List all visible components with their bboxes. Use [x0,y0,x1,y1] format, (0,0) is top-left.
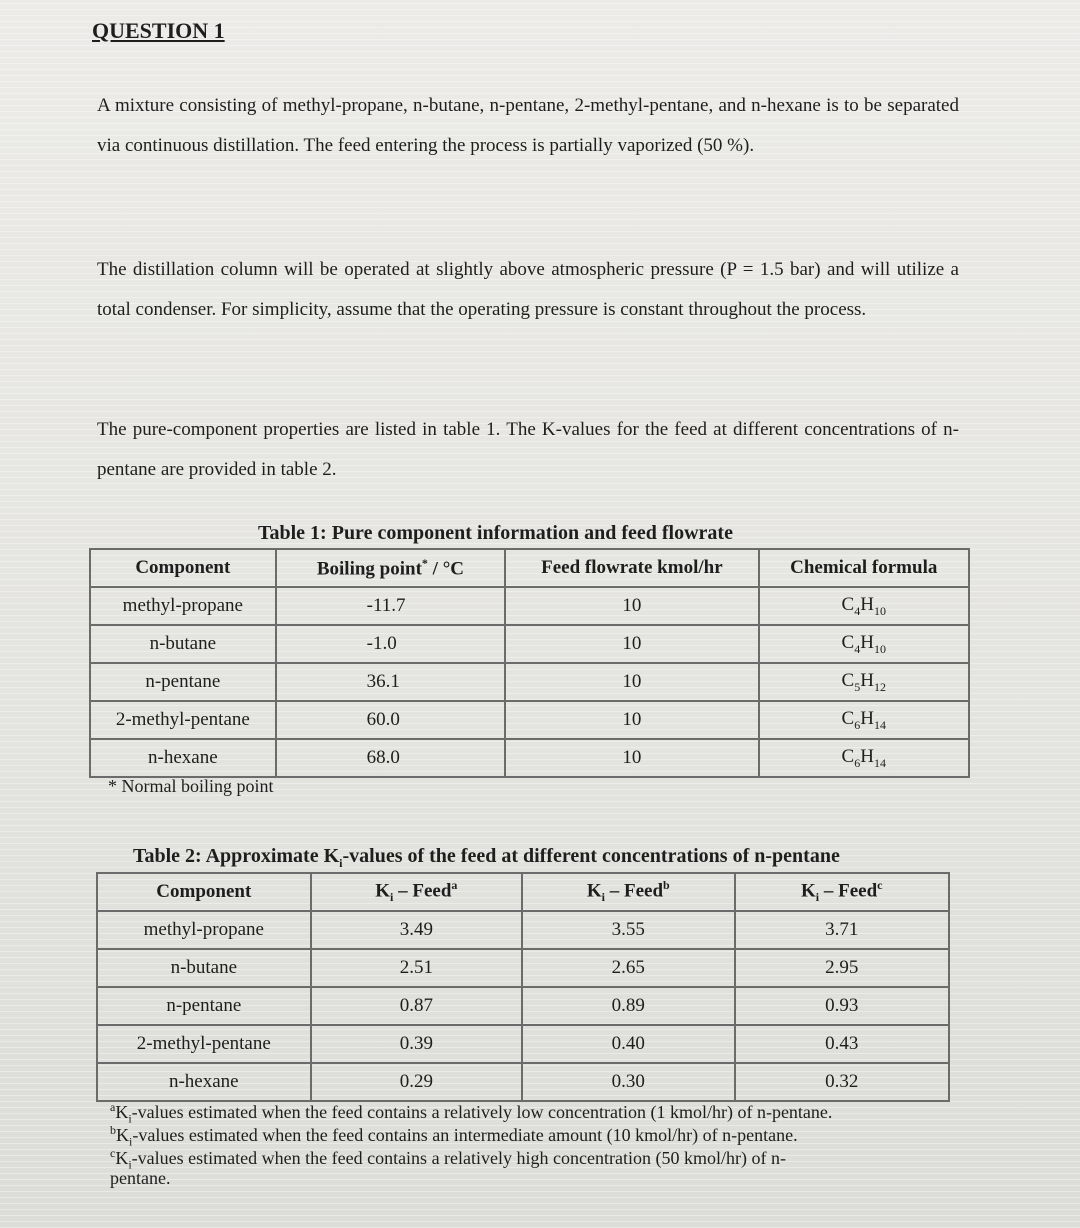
table2-cell-feed-b: 0.40 [522,1025,734,1063]
table2-cell-feed-a: 0.39 [311,1025,522,1063]
table2-cell-feed-b: 0.89 [522,987,734,1025]
table1-cell-feed: 10 [505,701,758,739]
table2-cell-feed-c: 3.71 [735,911,949,949]
table1-cell-bp: 68.0 [276,739,506,777]
table2 [96,872,950,1102]
table1-cell-formula: $C_6H_{14}$ [759,701,970,739]
table1-cell-bp: 60.0 [276,701,506,739]
table2-footnote-b: $^bK_i$-values estimated when the feed contains an intermediate amount (10 kmol/hr) of n-pentane. [110,1123,798,1149]
table2-cell-feed-b: 3.55 [522,911,734,949]
table1-cell-bp: 36.1 [276,663,506,701]
table1-cell-formula: $C_4H_{10}$ [759,625,970,663]
table1-cell-formula: $C_4H_{10}$ [759,587,970,625]
table-row [97,987,949,1025]
table-row [90,587,969,625]
table1-cell-component: n-pentane [90,663,276,701]
question-title: QUESTION 1 [92,18,225,43]
table-row [97,911,949,949]
table-row [90,701,969,739]
table2-cell-feed-b: 2.65 [522,949,734,987]
table1-cell-feed: 10 [505,587,758,625]
table-row [90,663,969,701]
table1-cell-feed: 10 [505,739,758,777]
table1-cell-component: n-butane [90,625,276,663]
table1-header-component: Component [90,549,276,587]
paragraph-tables: The pure-component properties are listed in table 1. The K-values for the feed at different concentrations of n-pentane are provided in table 2. [97,419,959,480]
table-row [97,949,949,987]
table2-header-component: Component [97,873,311,911]
table2-cell-feed-c: 0.43 [735,1025,949,1063]
table1-cell-feed: 10 [505,663,758,701]
table2-cell-feed-a: 0.87 [311,987,522,1025]
table1-cell-component: methyl-propane [90,587,276,625]
table2-cell-feed-a: 3.49 [311,911,522,949]
paragraph-mixture: A mixture consisting of methyl-propane, n-butane, n-pentane, 2-methyl-pentane, and n-hexane is to be separated via continuous distillation. The feed entering the process is partially vaporized (50 %). [97,95,959,156]
table2-cell-feed-c: 0.32 [735,1063,949,1101]
table2-cell-component: n-butane [97,949,311,987]
table2-footnote-c: $^cK_i$-values estimated when the feed contains a relatively high concentration (50 kmol/hr) of n- [110,1146,786,1172]
table1-cell-component: 2-methyl-pentane [90,701,276,739]
table2-cell-component: n-hexane [97,1063,311,1101]
table1-header-bp: Boiling point* / °C [276,549,506,587]
table1-cell-formula: $C_6H_{14}$ [759,739,970,777]
table2-cell-feed-c: 0.93 [735,987,949,1025]
table2-header-feed-c: $K_i$ – Feed$^c$ [735,873,949,911]
table1 [89,548,970,778]
table1-caption: Table 1: Pure component information and feed flowrate [258,522,733,544]
table1-cell-bp: -1.0 [276,625,506,663]
table1-cell-feed: 10 [505,625,758,663]
table2-header-feed-b: $K_i$ – Feed$^b$ [522,873,734,911]
table2-header-row [97,873,949,911]
table-row [90,739,969,777]
table2-cell-feed-a: 0.29 [311,1063,522,1101]
table1-header-feed: Feed flowrate kmol/hr [505,549,758,587]
table2-header-feed-a: $K_i$ – Feed$^a$ [311,873,522,911]
table1-header-formula: Chemical formula [759,549,970,587]
table1-cell-component: n-hexane [90,739,276,777]
table1-cell-bp: -11.7 [276,587,506,625]
table-row [97,1025,949,1063]
table2-footnote-c-continued: pentane. [110,1168,171,1188]
table-row [90,625,969,663]
table2-cell-feed-b: 0.30 [522,1063,734,1101]
table1-note: * Normal boiling point [108,776,274,796]
table2-cell-feed-c: 2.95 [735,949,949,987]
table1-cell-formula: $C_5H_{12}$ [759,663,970,701]
table2-cell-component: 2-methyl-pentane [97,1025,311,1063]
table2-cell-component: n-pentane [97,987,311,1025]
table2-cell-component: methyl-propane [97,911,311,949]
table1-header-row [90,549,969,587]
table2-footnote-a: $^aK_i$-values estimated when the feed contains a relatively low concentration (1 kmol/hr) of n-pentane. [110,1100,833,1126]
paragraph-column: The distillation column will be operated at slightly above atmospheric pressure (P = 1.5 bar) and will utilize a total condenser. For simplicity, assume that the operating pressure is constant throughout the process. [97,259,959,320]
table2-cell-feed-a: 2.51 [311,949,522,987]
table2-caption: Table 2: Approximate $K_i$-values of the feed at different concentrations of n-pentane [133,845,840,870]
